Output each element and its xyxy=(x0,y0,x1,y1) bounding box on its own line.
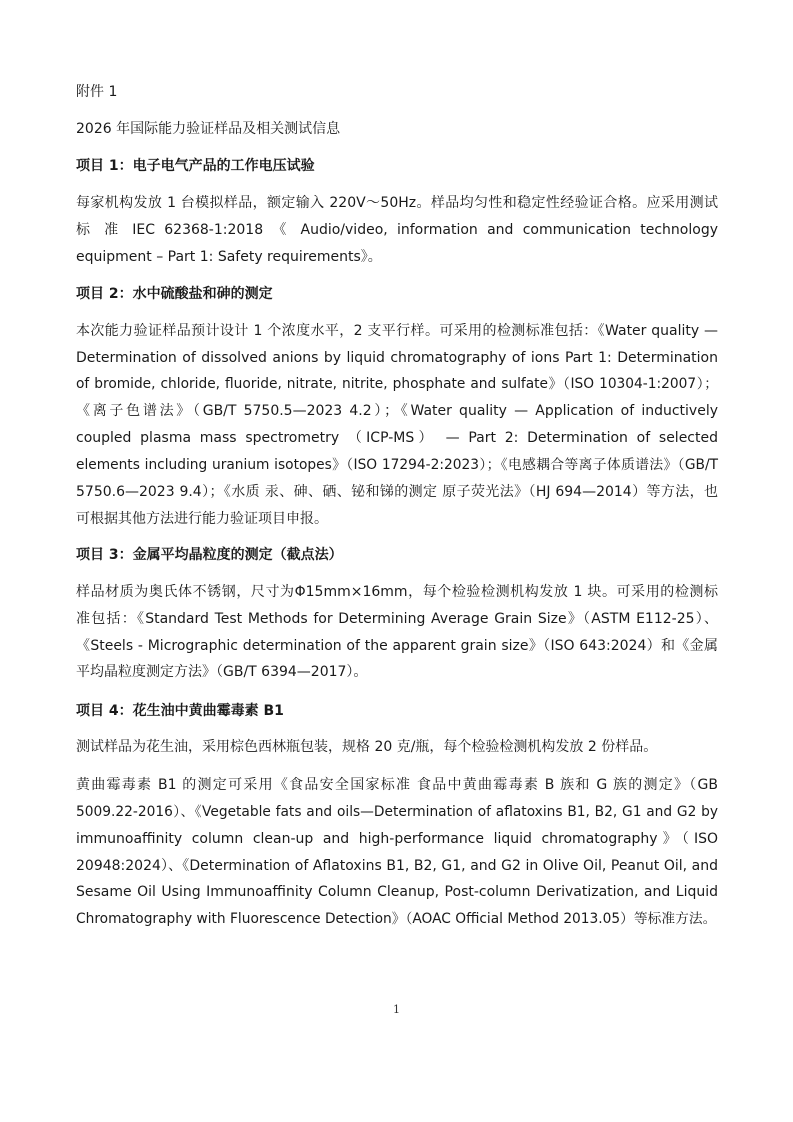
section-heading: 项目 1：电子电气产品的工作电压试验 xyxy=(76,158,315,174)
paragraph-line: of bromide, chloride, fluoride, nitrate, nitrite, phosphate and sulfate》（ISO 10304-1:2007）； xyxy=(76,376,718,392)
paragraph-line: 5009.22-2016）、《Vegetable fats and oils—Determination of aflatoxins B1, B2, G1 and G2 by xyxy=(76,804,718,820)
paragraph-line: Determination of dissolved anions by liquid chromatography of ions Part 1: Determination xyxy=(76,350,718,366)
paragraph-line: elements including uranium isotopes》（ISO 17294-2:2023）；《电感耦合等离子体质谱法》（GB/T xyxy=(76,457,718,473)
paragraph-line: 20948:2024）、《Determination of Aflatoxins B1, B2, G1, and G2 in Olive Oil, Peanut Oil, and xyxy=(76,858,718,874)
section-heading: 项目 2：水中硫酸盐和砷的测定 xyxy=(76,286,273,302)
paragraph-line: 样品材质为奥氏体不锈钢，尺寸为Φ15mm×16mm，每个检验检测机构发放 1 块。可采用的检测标 xyxy=(76,584,718,600)
section-heading: 项目 3：金属平均晶粒度的测定（截点法） xyxy=(76,547,343,563)
document-title: 2026 年国际能力验证样品及相关测试信息 xyxy=(76,121,341,137)
paragraph-line: 每家机构发放 1 台模拟样品，额定输入 220V～50Hz。样品均匀性和稳定性经验证合格。应采用测试 xyxy=(76,195,718,211)
paragraph-line: 本次能力验证样品预计设计 1 个浓度水平，2 支平行样。可采用的检测标准包括：《Water quality — xyxy=(76,323,718,339)
paragraph-line: 平均晶粒度测定方法》（GB/T 6394—2017）。 xyxy=(76,664,368,680)
paragraph-line: 准包括：《Standard Test Methods for Determining Average Grain Size》（ASTM E112-25）、 xyxy=(76,611,718,627)
paragraph-line: 测试样品为花生油，采用棕色西林瓶包装，规格 20 克/瓶，每个检验检测机构发放 2 份样品。 xyxy=(76,739,658,755)
paragraph-line: 标 准 IEC 62368-1:2018 《 Audio/video, information and communication technology xyxy=(76,222,718,238)
section-heading: 项目 4：花生油中黄曲霉毒素 B1 xyxy=(76,703,284,719)
paragraph-line: 黄曲霉毒素 B1 的测定可采用《食品安全国家标准 食品中黄曲霉毒素 B 族和 G 族的测定》（GB xyxy=(76,777,718,793)
paragraph-line: 《Steels - Micrographic determination of the apparent grain size》（ISO 643:2024）和《金属 xyxy=(76,638,718,654)
attachment-label: 附件 1 xyxy=(76,84,118,100)
paragraph-line: equipment – Part 1: Safety requirements》。 xyxy=(76,249,382,265)
paragraph-line: 可根据其他方法进行能力验证项目申报。 xyxy=(76,511,328,527)
paragraph-line: 5750.6—2023 9.4）；《水质 汞、砷、硒、铋和锑的测定 原子荧光法》（HJ 694—2014）等方法，也 xyxy=(76,484,718,500)
paragraph-line: Sesame Oil Using Immunoaffinity Column Cleanup, Post-column Derivatization, and Liquid xyxy=(76,884,718,900)
paragraph-line: coupled plasma mass spectrometry （ICP-MS） — Part 2: Determination of selected xyxy=(76,430,718,446)
paragraph-line: 《离子色谱法》（GB/T 5750.5—2023 4.2）；《Water quality — Application of inductively xyxy=(76,403,718,419)
paragraph-line: Chromatography with Fluorescence Detection》（AOAC Official Method 2013.05）等标准方法。 xyxy=(76,911,717,927)
paragraph-line: immunoaffinity column clean-up and high-performance liquid chromatography》（ISO xyxy=(76,831,718,847)
page-number: 1 xyxy=(393,1003,400,1016)
